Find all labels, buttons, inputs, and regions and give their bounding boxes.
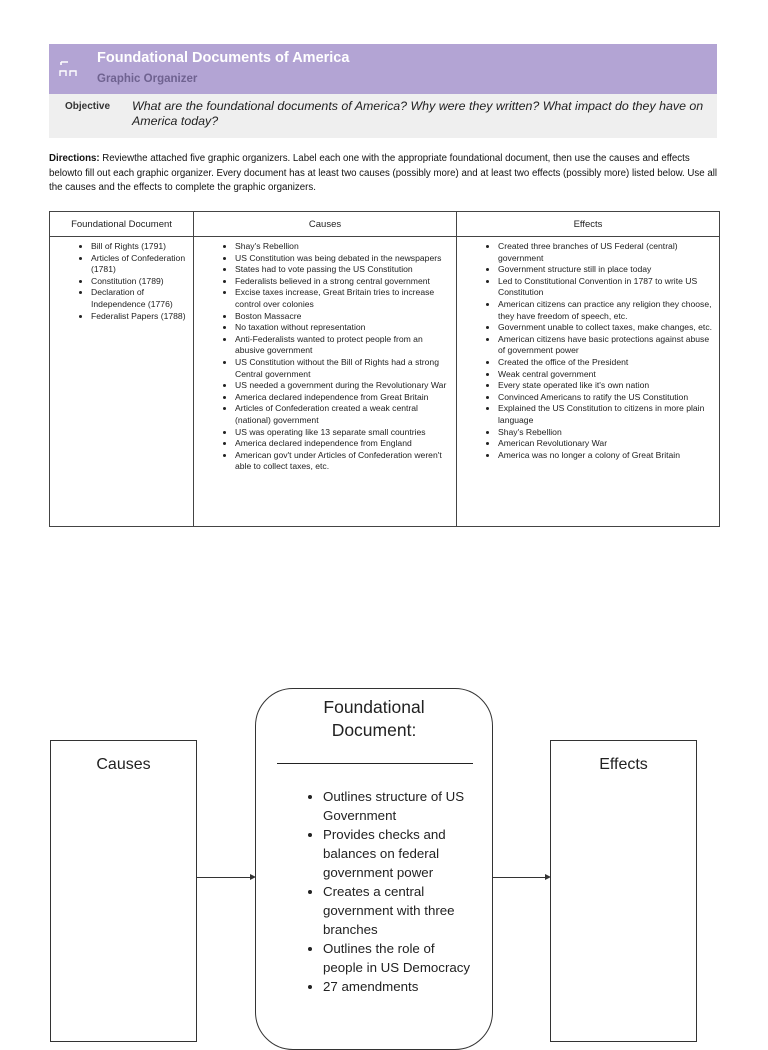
cause-list-item: • American gov't under Articles of Confederation weren't able to collect taxes, etc. [235,450,451,473]
objective-label: Objective [65,101,111,112]
effects-arrow [492,877,545,878]
document-description-list [256,787,473,996]
effect-list-item: • Created three branches of US Federal (central) government [498,241,714,264]
cause-list-item: • No taxation without representation [235,322,451,334]
table-header-row [50,212,720,237]
header-causes: Causes [194,212,457,237]
documents-list [51,241,188,322]
cause-list-item: • America declared independence from England [235,438,451,450]
effects-box-title: Effects [599,756,648,773]
document-list-item: • Constitution (1789) [91,276,188,288]
cause-list-item: • States had to vote passing the US Constitution [235,264,451,276]
cause-list-item: • US Constitution without the Bill of Rights had a strong Central government [235,357,451,380]
effect-list-item: • Every state operated like it's own nation [498,380,714,392]
causes-box [50,740,197,1042]
center-box-title [256,696,492,742]
cause-list-item: • Anti-Federalists wanted to protect people from an abusive government [235,334,451,357]
effect-list-item: • Convinced Americans to ratify the US Constitution [498,392,714,404]
causes-box-title: Causes [96,756,151,773]
objective-section [49,94,717,138]
causes-cell [194,237,457,527]
cause-list-item: • Articles of Confederation created a weak central (national) government [235,403,451,426]
center-list-item: • Creates a central government with three branches [323,882,473,939]
effect-list-item: • American citizens have basic protections against abuse of government power [498,334,714,357]
document-list-item: • Articles of Confederation (1781) [91,253,188,276]
effects-list [458,241,714,461]
cause-list-item: • US needed a government during the Revolutionary War [235,380,451,392]
center-title-line1: Foundational [323,697,425,717]
cause-list-item: • America declared independence from Great Britain [235,392,451,404]
effect-list-item: • Government structure still in place today [498,264,714,276]
effects-cell [457,237,720,527]
page-title: Foundational Documents of America [97,50,350,66]
directions-text: Reviewthe attached five graphic organizers. Label each one with the appropriate foundational document, then use the causes and effects belowto fill out each graphic organizer. Every document has at least two causes (possibly more) and at least two effects (possibly more) listed below. Use all the causes and the effects to complete the graphic organizers. [49,153,718,194]
header-effects: Effects [457,212,720,237]
causes-arrow-head [250,874,256,880]
table-row [50,237,720,527]
effects-box [550,740,697,1042]
document-list-item: • Federalist Papers (1788) [91,311,188,323]
effect-list-item: • America was no longer a colony of Great Britain [498,450,714,462]
document-name-blank-line [277,763,473,764]
cause-list-item: • US Constitution was being debated in the newspapers [235,253,451,265]
directions-label: Directions: [49,153,100,164]
foundational-document-box [255,688,493,1050]
center-list-item: • 27 amendments [323,977,473,996]
causes-effects-table [49,211,720,527]
cause-list-item: • Excise taxes increase, Great Britain tries to increase control over colonies [235,287,451,310]
center-title-line2: Document: [331,720,417,740]
causes-list [195,241,451,473]
document-list-item: • Bill of Rights (1791) [91,241,188,253]
causes-arrow [196,877,250,878]
cause-list-item: • Federalists believed in a strong central government [235,276,451,288]
header-banner [49,44,717,94]
center-list-item: • Outlines the role of people in US Democracy [323,939,473,977]
header-foundational-document: Foundational Document [50,212,194,237]
effect-list-item: • Led to Constitutional Convention in 1787 to write US Constitution [498,276,714,299]
effect-list-item: • Created the office of the President [498,357,714,369]
effect-list-item: • American citizens can practice any religion they choose, they have freedom of speech, etc. [498,299,714,322]
objective-text: What are the foundational documents of America? Why were they written? What impact do they have on America today? [132,99,704,128]
page-subtitle: Graphic Organizer [97,73,198,85]
documents-cell [50,237,194,527]
stacked-bracket-logo-icon [58,56,84,82]
directions-paragraph [49,152,719,196]
center-list-item: • Outlines structure of US Government [323,787,473,825]
effect-list-item: • American Revolutionary War [498,438,714,450]
center-list-item: • Provides checks and balances on federal government power [323,825,473,882]
cause-list-item: • Boston Massacre [235,311,451,323]
document-list-item: • Declaration of Independence (1776) [91,287,188,310]
effect-list-item: • Shay's Rebellion [498,427,714,439]
effect-list-item: • Government unable to collect taxes, make changes, etc. [498,322,714,334]
effect-list-item: • Weak central government [498,369,714,381]
cause-list-item: • Shay's Rebellion [235,241,451,253]
effect-list-item: • Explained the US Constitution to citizens in more plain language [498,403,714,426]
cause-list-item: • US was operating like 13 separate small countries [235,427,451,439]
